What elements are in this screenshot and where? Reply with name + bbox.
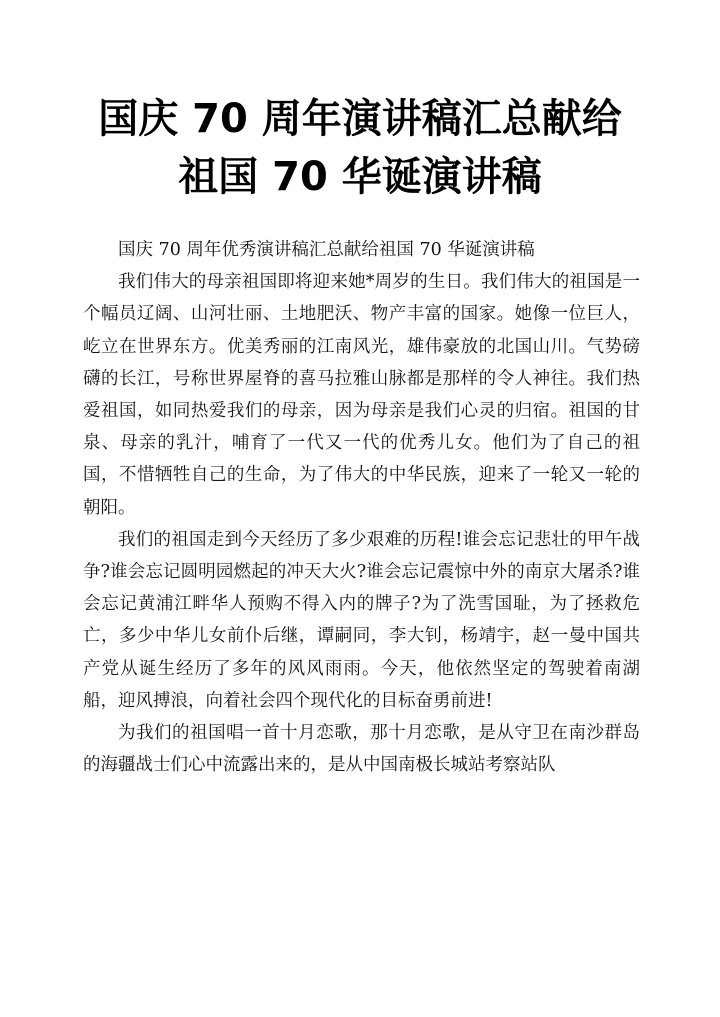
title-line-1: 国庆 70 周年演讲稿汇总献给 xyxy=(98,96,622,142)
body-paragraph-3: 我们的祖国走到今天经历了多少艰难的历程!谁会忘记悲壮的甲午战争?谁会忘记圆明园燃起的冲天大火?谁会忘记震惊中外的南京大屠杀?谁会忘记黄浦江畔华人预购不得入内的牌子?为了洗雪国耻，为了拯救危亡，多少中华儿女前仆后继，谭嗣同，李大钊，杨靖宇，赵一曼中国共产党从诞生经历了多年的风风雨雨。今天，他依然坚定的驾驶着南湖船，迎风搏浪，向着社会四个现代化的目标奋勇前进! xyxy=(83,529,640,711)
document-title xyxy=(70,90,650,206)
title-line-2: 祖国 70 华诞演讲稿 xyxy=(178,154,542,200)
body-paragraph-4: 为我们的祖国唱一首十月恋歌，那十月恋歌，是从守卫在南沙群岛的海疆战士们心中流露出来的，是从中国南极长城站考察站队 xyxy=(83,723,640,776)
document-body xyxy=(83,234,640,781)
body-paragraph-2: 我们伟大的母亲祖国即将迎来她*周岁的生日。我们伟大的祖国是一个幅员辽阔、山河壮丽、土地肥沃、物产丰富的国家。她像一位巨人，屹立在世界东方。优美秀丽的江南风光，雄伟豪放的北国山川。气势磅礴的长江，号称世界屋脊的喜马拉雅山脉都是那样的令人神往。我们热爱祖国，如同热爱我们的母亲，因为母亲是我们心灵的归宿。祖国的甘泉、母亲的乳汁，哺育了一代又一代的优秀儿女。他们为了自己的祖国，不惜牺牲自己的生命，为了伟大的中华民族，迎来了一轮又一轮的朝阳。 xyxy=(83,272,640,518)
body-paragraph-1: 国庆 70 周年优秀演讲稿汇总献给祖国 70 华诞演讲稿 xyxy=(118,240,535,260)
